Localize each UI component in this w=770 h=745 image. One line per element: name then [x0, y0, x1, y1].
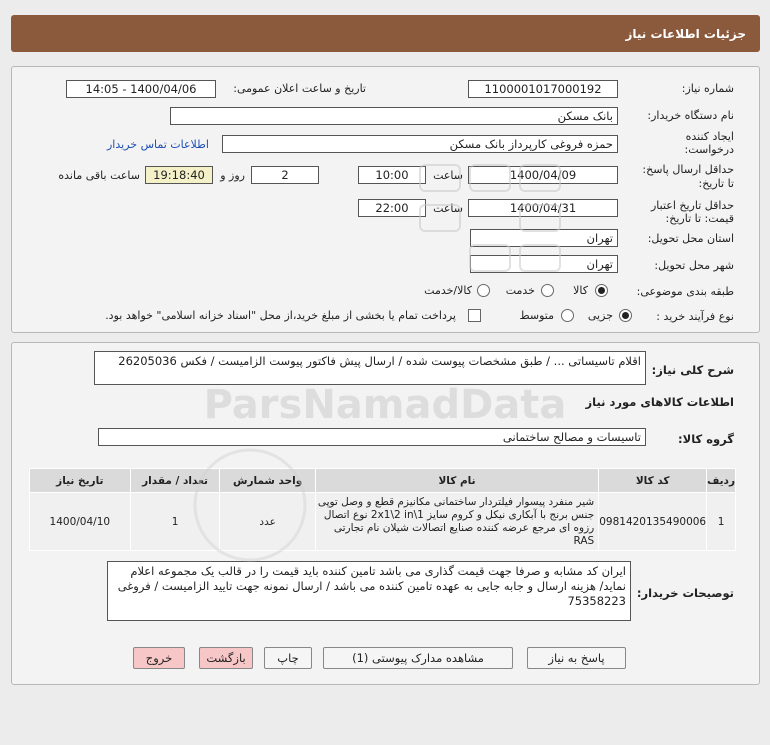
- buyer-notes-label: توصیحات خریدار:: [636, 586, 734, 600]
- category-radio-service[interactable]: [541, 284, 554, 297]
- row-qty: 1: [130, 493, 220, 551]
- category-radio-goods[interactable]: [595, 284, 608, 297]
- page-title: جزئیات اطلاعات نیاز: [625, 26, 746, 41]
- description-label: شرح کلی نیاز:: [651, 363, 734, 377]
- row-name: شیر منفرد پیسوار فیلتردار ساختمانی مکانیزم قطع و وصل توپی جنس برنج با آبکاری نیکل و کروم سایز 2x1\2 in\1 نوع اتصال رزوه ای مرجع عرضه کننده صنایع اتصالات شیلان نام تجارتی RAS: [315, 493, 598, 551]
- city-label: شهر محل تحویل:: [654, 259, 734, 272]
- goods-table: [29, 468, 736, 551]
- process-option-medium: متوسط: [519, 309, 554, 322]
- days-label: روز و: [220, 169, 245, 182]
- creator-label-1: ایجاد کننده: [685, 130, 734, 143]
- row-date: 1400/04/10: [30, 493, 131, 551]
- treasury-payment-note: پرداخت تمام یا بخشی از مبلغ خرید،از محل "اسناد خزانه اسلامی" خواهد بود.: [105, 309, 456, 322]
- col-qty: تعداد / مقدار: [130, 469, 220, 493]
- exit-button[interactable]: خروج: [133, 647, 185, 669]
- group-label: گروه کالا:: [678, 432, 734, 446]
- announce-field: 1400/04/06 - 14:05: [66, 80, 216, 98]
- validity-label-2: قیمت: تا تاریخ:: [665, 212, 734, 225]
- reply-time-field: 10:00: [358, 166, 426, 184]
- watermark-text: ParsNamadData: [203, 382, 567, 428]
- row-code: 0981420135490006: [599, 493, 707, 551]
- print-button[interactable]: چاپ: [264, 647, 312, 669]
- process-label: نوع فرآیند خرید :: [656, 310, 734, 323]
- description-field: اقلام تاسیساتی ... / طبق مشخصات پیوست شده / ارسال پیش فاکتور پیوست الزامیست / فکس 26205036: [94, 351, 646, 385]
- city-field: تهران: [470, 255, 618, 273]
- process-radio-minor[interactable]: [619, 309, 632, 322]
- announce-label: تاریخ و ساعت اعلان عمومی:: [233, 82, 366, 95]
- validity-date-field: 1400/04/31: [468, 199, 618, 217]
- page-header: [11, 15, 760, 52]
- category-option-goods: کالا: [573, 284, 588, 297]
- buyer-notes-field: ایران کد مشابه و صرفا جهت قیمت گذاری می باشد تامین کننده باید قیمت را در قالب یک مجموعه اعلام نماید/ هزینه ارسال و جابه جایی به عهده تامین کننده می باشد / ارسال نمونه جهت تایید الزامیست / فروغی 75358223: [107, 561, 631, 621]
- reply-button[interactable]: پاسخ به نیاز: [527, 647, 626, 669]
- view-attachments-button[interactable]: مشاهده مدارک پیوستی (1): [323, 647, 513, 669]
- row-index: 1: [707, 493, 736, 551]
- col-date: تاریخ نیاز: [30, 469, 131, 493]
- category-radio-goods-service[interactable]: [477, 284, 490, 297]
- table-row: [30, 493, 736, 551]
- col-unit: واحد شمارش: [220, 469, 315, 493]
- col-code: کد کالا: [599, 469, 707, 493]
- col-name: نام کالا: [315, 469, 598, 493]
- reply-deadline-label-2: تا تاریخ:: [698, 177, 734, 190]
- remaining-label: ساعت باقی مانده: [58, 169, 140, 182]
- creator-field: حمزه فروغی کارپرداز بانک مسکن: [222, 135, 618, 153]
- category-label: طبقه بندی موضوعی:: [636, 285, 734, 298]
- province-field: تهران: [470, 229, 618, 247]
- province-label: استان محل تحویل:: [647, 232, 734, 245]
- goods-info-title: اطلاعات کالاهای مورد نیاز: [585, 395, 734, 409]
- days-field: 2: [251, 166, 319, 184]
- process-option-minor: جزیی: [587, 309, 613, 322]
- back-button[interactable]: بازگشت: [199, 647, 253, 669]
- creator-label-2: درخواست:: [684, 143, 734, 156]
- group-field: تاسیسات و مصالح ساختمانی: [98, 428, 646, 446]
- remaining-time-field: 19:18:40: [145, 166, 213, 184]
- validity-time-field: 22:00: [358, 199, 426, 217]
- goods-table-header: [30, 469, 736, 493]
- validity-label-1: حداقل تاریخ اعتبار: [650, 199, 734, 212]
- row-unit: عدد: [220, 493, 315, 551]
- reply-deadline-label-1: حداقل ارسال پاسخ:: [642, 163, 734, 176]
- buyer-org-label: نام دستگاه خریدار:: [647, 109, 734, 122]
- need-number-field: 1100001017000192: [468, 80, 618, 98]
- category-option-service: خدمت: [505, 284, 535, 297]
- category-option-goods-service: کالا/خدمت: [424, 284, 472, 297]
- validity-time-label: ساعت: [433, 202, 463, 215]
- reply-date-field: 1400/04/09: [468, 166, 618, 184]
- need-number-label: شماره نیاز:: [681, 82, 734, 95]
- treasury-payment-checkbox[interactable]: [468, 309, 481, 322]
- reply-time-label: ساعت: [433, 169, 463, 182]
- process-radio-medium[interactable]: [561, 309, 574, 322]
- contact-info-link[interactable]: اطلاعات تماس خریدار: [107, 138, 209, 151]
- col-index: ردیف: [707, 469, 736, 493]
- buyer-org-field: بانک مسکن: [170, 107, 618, 125]
